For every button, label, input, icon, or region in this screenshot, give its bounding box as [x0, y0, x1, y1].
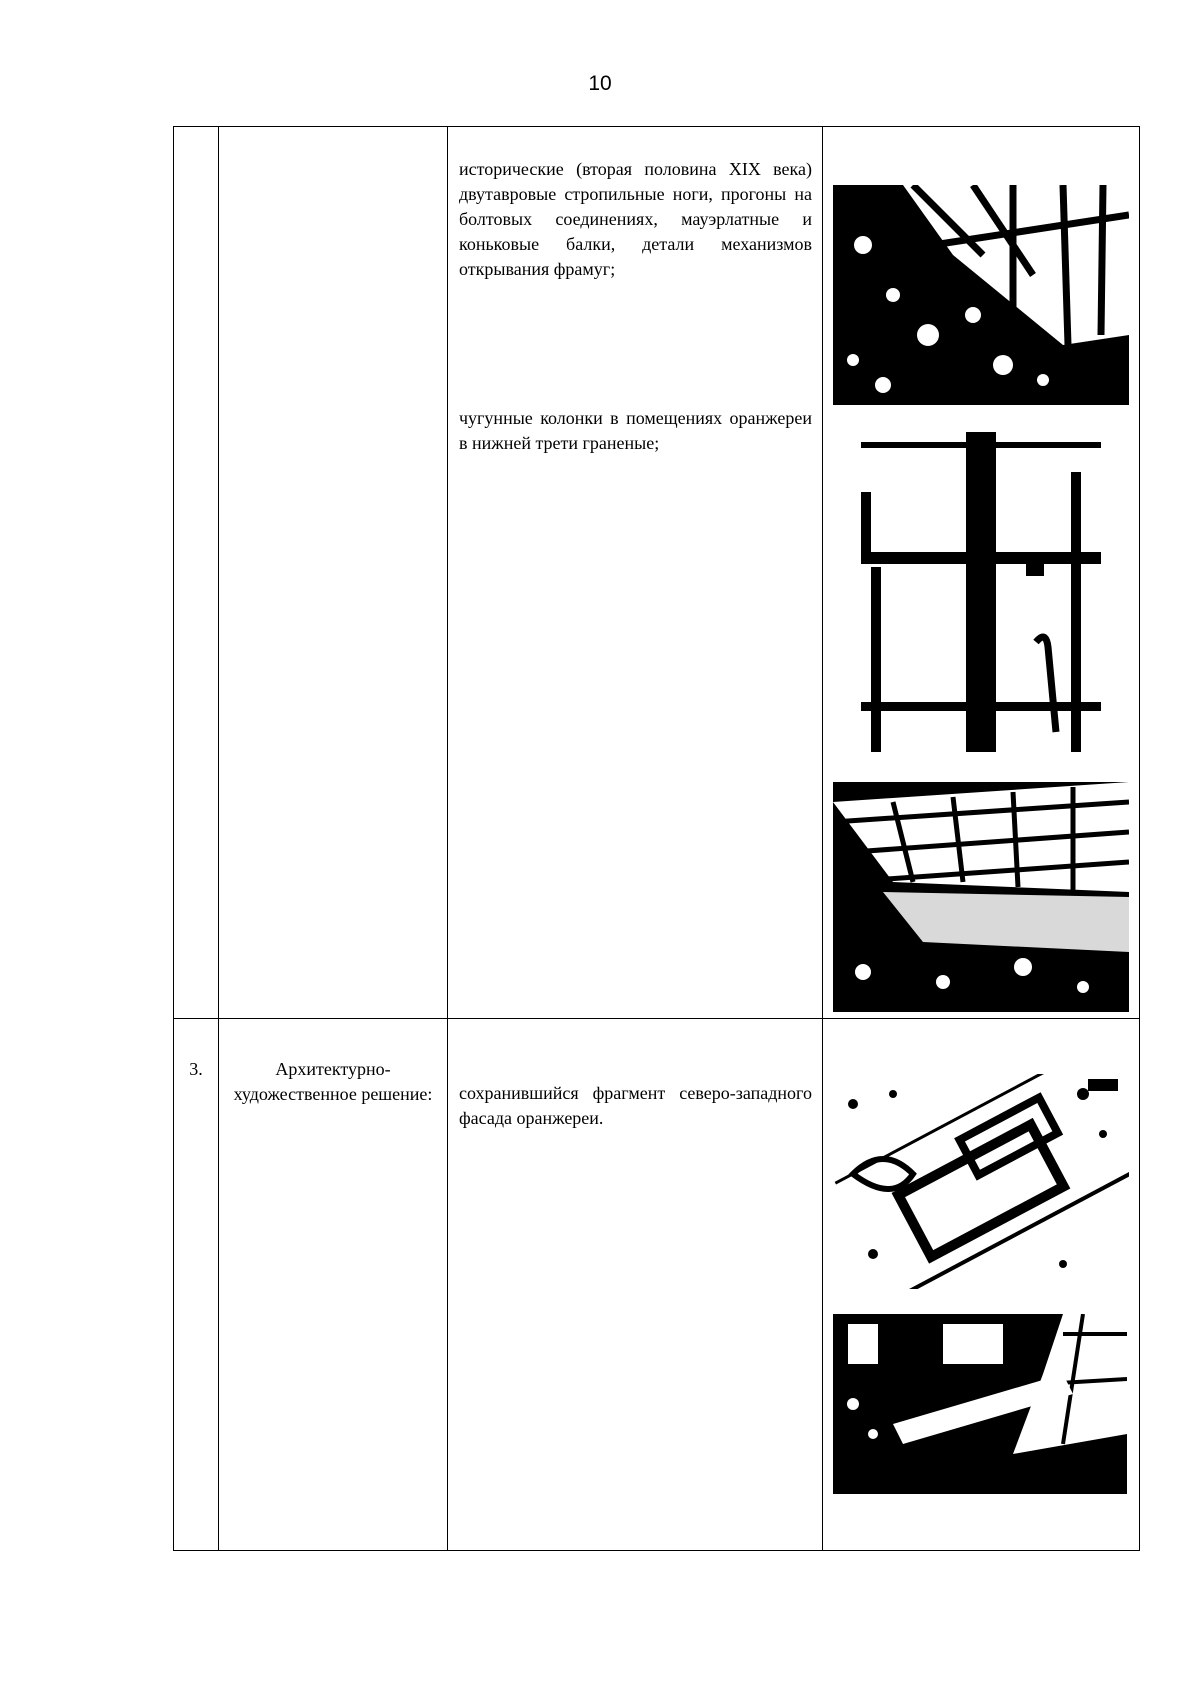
row-number-cell [174, 127, 219, 1019]
description-item: исторические (вторая половина XIX века) двутавровые стропильные ноги, прогоны на болтовых соединениях, мауэрлатные и коньковые балки, детали механизмов открывания фрамуг; [459, 159, 812, 279]
row-number [174, 127, 218, 167]
description-item: сохранившийся фрагмент северо-западного фасада оранжереи. [459, 1083, 812, 1128]
row-description-cell [448, 127, 823, 1019]
row-photo-cell [823, 127, 1140, 1019]
page-number: 10 [588, 72, 612, 95]
greenhouse-glazing-photo [833, 782, 1129, 1012]
row-name-cell [219, 127, 448, 1019]
row-photo-cell [823, 1019, 1140, 1551]
row-description-cell [448, 1019, 823, 1551]
row-name-cell [219, 1019, 448, 1551]
cast-iron-column-photo [861, 432, 1101, 752]
row-number: 3. [189, 1059, 203, 1079]
row-name [219, 127, 447, 165]
northwest-facade-photo [833, 1314, 1127, 1494]
table-row [174, 1019, 1140, 1551]
description-item: чугунные колонки в помещениях оранжереи в нижней трети граненые; [459, 408, 812, 453]
row-name: Архитектурно-художественное решение: [233, 1059, 433, 1104]
site-plan-photo [833, 1074, 1129, 1289]
greenhouse-roof-interior-photo [833, 185, 1129, 405]
heritage-table [173, 126, 1140, 1551]
row-number-cell [174, 1019, 219, 1551]
table-row [174, 127, 1140, 1019]
